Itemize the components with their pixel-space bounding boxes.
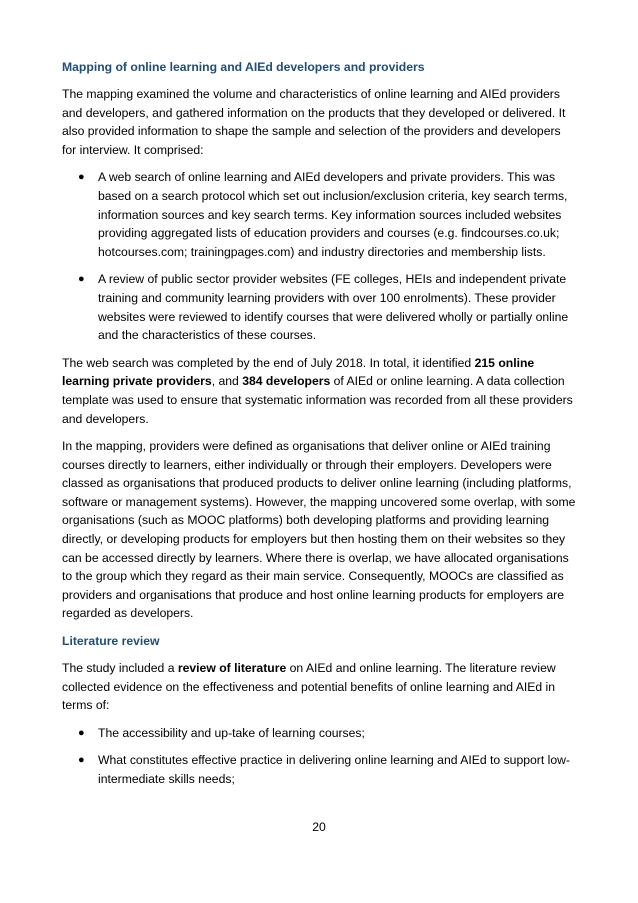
text-run: on AIEd and online learning. The literature review collected evidence on the effectiveness and potential benefits of online learning and AIEd in terms of: xyxy=(62,661,556,713)
text-run: The web search was completed by the end of July 2018. In total, it identified xyxy=(62,355,475,370)
bold-providers-count: 215 online learning private providers xyxy=(62,355,535,389)
section-heading-mapping: Mapping of online learning and AIEd developers and providers xyxy=(62,60,425,74)
page-number: 20 xyxy=(312,820,326,834)
text-run: The study included a xyxy=(62,661,178,676)
bold-review-of-literature: review of literature xyxy=(177,661,287,676)
list-item xyxy=(62,270,576,344)
bullet-text: The accessibility and up-take of learning courses; xyxy=(98,725,365,740)
text-run: of AIEd or online learning. A data collection template was used to ensure that systematic information was recorded from all these providers and developers. xyxy=(62,374,573,426)
bullet-icon: ● xyxy=(78,273,85,286)
bullet-text: What constitutes effective practice in delivering online learning and AIEd to support low-intermediate skills needs; xyxy=(98,753,570,786)
definitions-paragraph: In the mapping, providers were defined as organisations that deliver online or AIEd training courses directly to learners, either individually or through their employers. Developers were classed as organisations that produced products to deliver online learning (including platforms, software or management systems). However, the mapping uncovered some overlap, with some organisations (such as MOOC platforms) both developing platforms and providing learning directly, or developing products for employers but then hosting them on their websites so they can be accessed directly by learners. Where there is overlap, we have allocated organisations to the group which they regard as their main service. Consequently, MOOCs are classified as providers and organisations that produce and host online learning products for employers are regarded as developers. xyxy=(62,439,576,621)
bold-developers-count: 384 developers xyxy=(242,374,331,389)
section-heading-literature-review: Literature review xyxy=(62,634,160,649)
mapping-bullet-list xyxy=(62,168,576,344)
bullet-icon: ● xyxy=(78,754,85,767)
list-item xyxy=(62,168,576,261)
web-search-results-paragraph xyxy=(62,354,576,428)
bullet-text: A review of public sector provider websites (FE colleges, HEIs and independent private training and community learning providers with over 100 enrolments). These provider websites were reviewed to identify courses that were delivered wholly or partially online and the characteristics of these courses. xyxy=(98,272,569,343)
list-item xyxy=(62,751,576,788)
literature-bullet-list xyxy=(62,724,576,789)
text-run: , and xyxy=(211,374,243,389)
literature-intro-paragraph xyxy=(62,659,576,715)
list-item xyxy=(62,724,576,743)
bullet-icon: ● xyxy=(78,171,85,184)
page-content xyxy=(62,58,576,798)
mapping-intro-paragraph: The mapping examined the volume and characteristics of online learning and AIEd providers and developers, and gathered information on the products that they developed or delivered. It also provided information to shape the sample and selection of the providers and developers for interview. It comprised: xyxy=(62,87,566,157)
bullet-icon: ● xyxy=(78,726,85,739)
bullet-text: A web search of online learning and AIEd developers and private providers. This was based on a search protocol which set out inclusion/exclusion criteria, key search terms, information sources and key search terms. Key information sources included websites providing aggregated lists of education providers and courses (e.g. findcourses.co.uk; hotcourses.com; trainingpages.com) and industry directories and membership lists. xyxy=(98,170,568,259)
